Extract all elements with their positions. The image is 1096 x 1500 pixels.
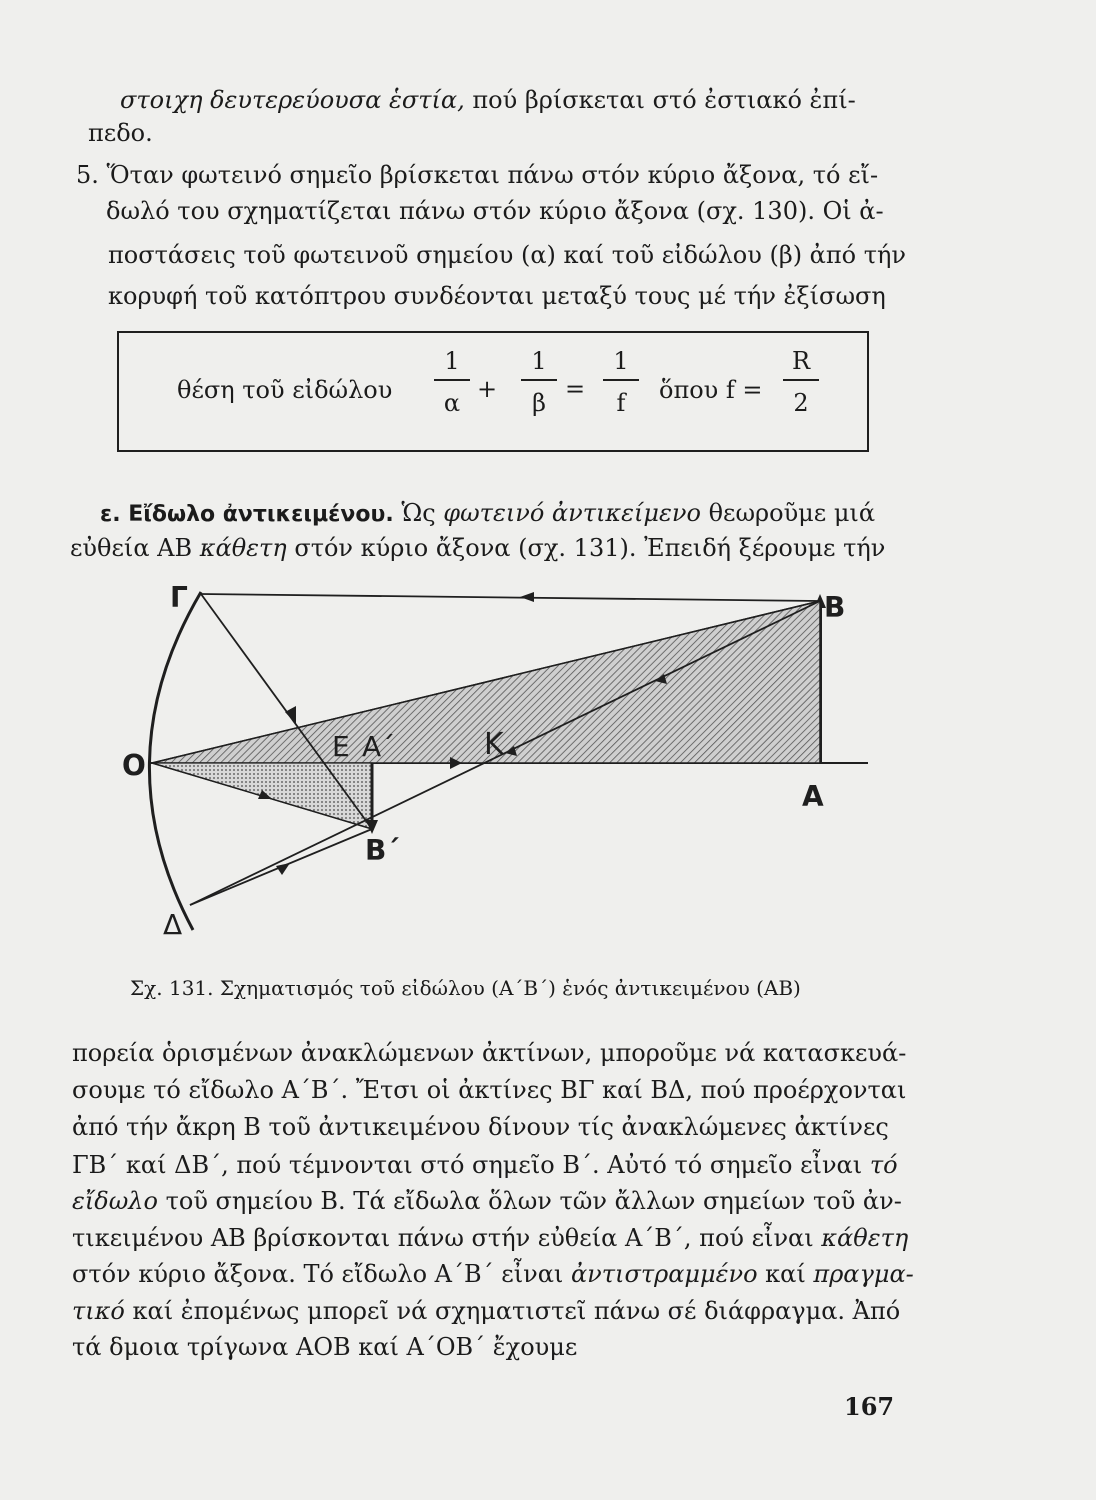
fraction-numerator: 1 xyxy=(444,347,460,375)
fraction-numerator: 1 xyxy=(531,347,547,375)
body-line: σουμε τό εἴδωλο Α΄Β΄. Ἔτσι οἱ ἀκτίνες ΒΓ καί ΒΔ, πού προέρχονται xyxy=(72,1076,907,1104)
section-e-line-1: ε. Εἴδωλο ἀντικειμένου. Ὡς φωτεινό ἀντικείμενο θεωροῦμε μιά xyxy=(100,499,876,527)
figure-caption: Σχ. 131. Σχηματισμός τοῦ εἰδώλου (Α΄Β΄) ἑνός ἀντικειμένου (ΑΒ) xyxy=(130,976,801,1000)
section-heading: ε. Εἴδωλο ἀντικειμένου. xyxy=(100,502,394,527)
formula-where: ὅπου f = xyxy=(659,376,763,404)
fraction-bar xyxy=(603,379,639,381)
label-b: Β xyxy=(824,591,846,624)
fraction-bar xyxy=(521,379,557,381)
label-e: Ε xyxy=(332,730,350,763)
label-a: Α xyxy=(802,780,824,813)
label-gamma: Γ xyxy=(170,581,188,614)
body-line: τικό καί ἐπομένως μπορεῖ νά σχηματιστεῖ πάνω σέ διάφραγμα. Ἀπό xyxy=(72,1297,901,1325)
label-a-prime: Α΄ xyxy=(362,730,396,763)
body-line: τικειμένου ΑΒ βρίσκονται πάνω στήν εὐθεία Α΄Β΄, πού εἶναι κάθετη xyxy=(72,1224,909,1252)
section-e-line-2: εὐθεία ΑΒ κάθετη στόν κύριο ἄξονα (σχ. 131). Ἐπειδή ξέρουμε τήν xyxy=(70,534,886,562)
body-line: ΓΒ΄ καί ΔΒ΄, πού τέμνονται στό σημεῖο Β΄. Αὐτό τό σημεῖο εἶναι τό xyxy=(72,1151,898,1179)
label-delta: Δ xyxy=(163,908,183,941)
item-5-line: ποστάσεις τοῦ φωτεινοῦ σημείου (α) καί τοῦ εἰδώλου (β) ἀπό τήν xyxy=(108,241,906,269)
fraction-denominator: α xyxy=(443,389,461,417)
item-5-line: 5. Ὅταν φωτεινό σημεῖο βρίσκεται πάνω στόν κύριο ἄξονα, τό εἴ- xyxy=(76,161,879,189)
formula-box xyxy=(117,331,869,452)
fraction-bar xyxy=(434,379,470,381)
fraction-bar xyxy=(783,379,819,381)
fraction-denominator: f xyxy=(616,389,626,417)
figure-131-diagram xyxy=(0,560,1096,980)
label-b-prime: Β΄ xyxy=(365,834,399,867)
arrow-icon xyxy=(285,706,296,724)
plus-sign: + xyxy=(477,375,498,403)
fraction-numerator: R xyxy=(791,347,811,375)
fraction-denominator: β xyxy=(532,389,546,417)
body-line: στόν κύριο ἄξονα. Τό εἴδωλο Α΄Β΄ εἶναι ἀντιστραμμένο καί πραγμα- xyxy=(72,1260,914,1288)
body-line: τά δμοια τρίγωνα ΑΟΒ καί Α΄ΟΒ΄ ἔχουμε xyxy=(72,1333,578,1361)
equals-sign: = xyxy=(565,375,586,403)
intro-line-2: πεδο. xyxy=(88,119,153,147)
label-k: Κ xyxy=(484,727,504,762)
page-number: 167 xyxy=(844,1392,895,1421)
body-line: πορεία ὁρισμένων ἀνακλώμενων ἀκτίνων, μποροῦμε νά κατασκευά- xyxy=(72,1039,907,1067)
intro-line-1: στοιχη δευτερεύουσα ἑστία, πού βρίσκεται στό ἐστιακό ἐπί- xyxy=(120,86,856,114)
fraction-denominator: 2 xyxy=(793,389,809,417)
item-5-line: δωλό του σχηματίζεται πάνω στόν κύριο ἄξονα (σχ. 130). Οἱ ἀ- xyxy=(106,197,884,225)
body-line: ἀπό τήν ἄκρη Β τοῦ ἀντικειμένου δίνουν τίς ἀνακλώμενες ἀκτίνες xyxy=(72,1113,889,1141)
fraction-numerator: 1 xyxy=(613,347,629,375)
item-5-line: κορυφή τοῦ κατόπτρου συνδέονται μεταξύ τους μέ τήν ἐξίσωση xyxy=(108,282,886,310)
arrow-icon xyxy=(276,863,290,875)
formula-label: θέση τοῦ εἰδώλου xyxy=(177,376,393,404)
body-line: εἴδωλο τοῦ σημείου Β. Τά εἴδωλα ὅλων τῶν ἄλλων σημείων τοῦ ἀν- xyxy=(72,1187,902,1215)
arrow-icon xyxy=(520,592,534,602)
label-o: Ο xyxy=(122,749,146,782)
ray-b-gamma xyxy=(201,594,820,601)
